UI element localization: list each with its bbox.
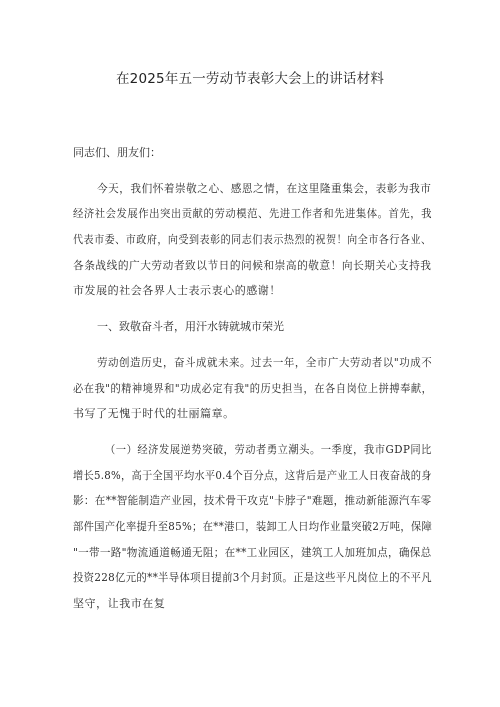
paragraph-1-line-5: 市发展的社会各界人士表示衷心的感谢！ <box>73 284 281 297</box>
paragraph-3-line-3: 影：在**智能制造产业园，技术骨干攻克"卡脖子"难题，推动新能源汽车零 <box>73 494 432 507</box>
paragraph-3-line-5: "一带一路"物流通道畅通无阻；在**工业园区，建筑工人加班加点，确保总 <box>73 546 432 559</box>
document-title: 在2025年五一劳动节表彰大会上的讲话材料 <box>115 71 385 87</box>
section-heading-1: 一、致敬奋斗者，用汗水铸就城市荣光 <box>97 320 284 333</box>
paragraph-1-line-1: 今天，我们怀着崇敬之心、感恩之情，在这里隆重集会，表彰为我市 <box>97 182 432 195</box>
salutation: 同志们、朋友们： <box>73 146 161 159</box>
paragraph-2-line-2: 必在我"的精神境界和"功成必定有我"的历史担当，在各自岗位上拼搏奉献， <box>73 382 433 395</box>
paragraph-3-line-1: （一）经济发展逆势突破，劳动者勇立潮头。一季度，我市GDP同比 <box>105 443 432 456</box>
paragraph-3-line-2: 增长5.8%，高于全国平均水平0.4个百分点，这背后是产业工人日夜奋战的身 <box>73 469 432 482</box>
paragraph-1-line-4: 各条战线的广大劳动者致以节日的问候和崇高的敬意！向长期关心支持我 <box>73 259 432 272</box>
paragraph-2-line-3: 书写了无愧于时代的壮丽篇章。 <box>73 407 235 420</box>
paragraph-3-line-4: 部件国产化率提升至85%；在**港口，装卸工人日均作业量突破2万吨，保障 <box>73 520 433 533</box>
paragraph-3-line-6: 投资228亿元的**半导体项目提前3个月封顶。正是这些平凡岗位上的不平凡 <box>73 571 432 584</box>
paragraph-3-line-7: 坚守，让我市在复 <box>73 597 166 610</box>
paragraph-1-line-3: 代表市委、市政府，向受到表彰的同志们表示热烈的祝贺！向全市各行各业、 <box>73 233 432 246</box>
paragraph-1-line-2: 经济社会发展作出突出贡献的劳动模范、先进工作者和先进集体。首先，我 <box>73 207 433 220</box>
paragraph-2-line-1: 劳动创造历史，奋斗成就未来。过去一年，全市广大劳动者以"功成不 <box>97 356 433 369</box>
